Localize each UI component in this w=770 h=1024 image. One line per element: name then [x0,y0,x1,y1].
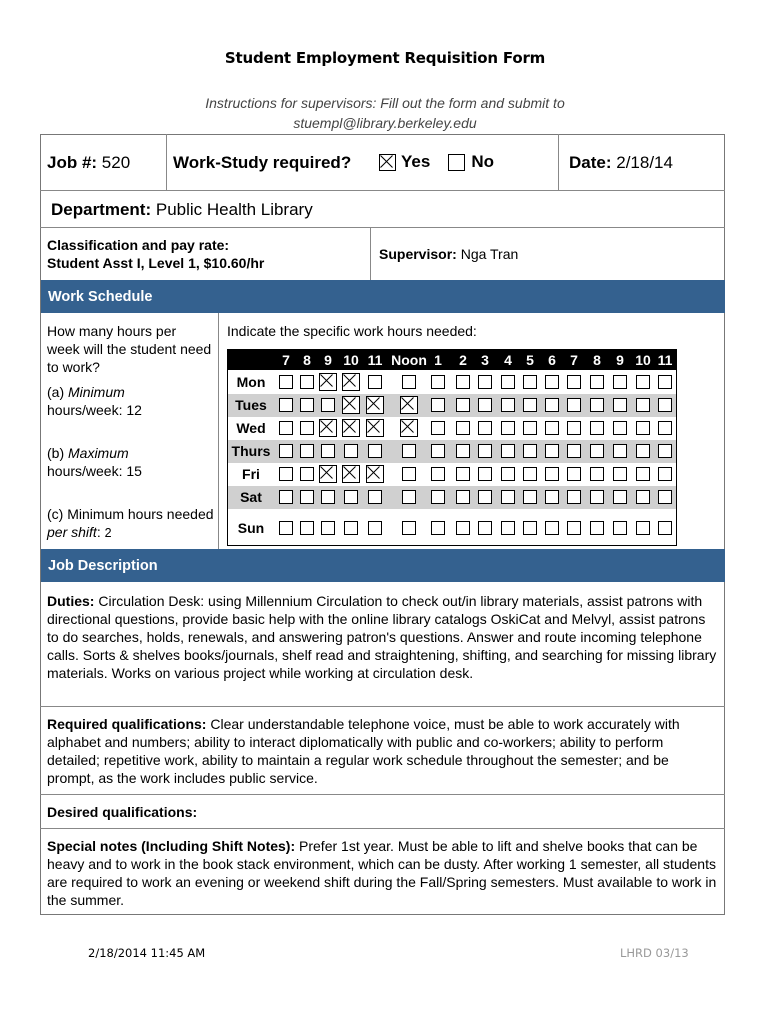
schedule-row-sun [228,513,676,543]
hour-checkbox[interactable] [400,396,418,414]
department-field [51,200,313,220]
supervisor-field [379,245,518,263]
form-title: Student Employment Requisition Form [224,49,546,67]
hour-checkbox[interactable] [567,444,581,458]
hour-checkbox[interactable] [300,398,314,412]
hour-checkbox[interactable] [344,490,358,504]
schedule-row-fri [228,463,676,486]
hour-checkbox[interactable] [279,521,293,535]
hour-checkbox[interactable] [279,467,293,481]
hour-checkbox[interactable] [402,521,416,535]
schedule-row-mon [228,371,676,394]
hour-label: 7 [570,352,578,368]
hour-checkbox[interactable] [636,375,650,389]
no-label: No [471,152,494,171]
hour-checkbox[interactable] [545,398,559,412]
divider [40,706,725,707]
hour-checkbox[interactable] [590,398,604,412]
hour-checkbox[interactable] [545,375,559,389]
hour-checkbox[interactable] [402,467,416,481]
hour-checkbox[interactable] [431,375,445,389]
hour-checkbox[interactable] [402,444,416,458]
supervisor-value[interactable]: Nga Tran [460,246,519,262]
date-field [569,153,673,173]
hour-checkbox[interactable] [501,467,515,481]
work-study-label: Work-Study required? [173,153,352,172]
hour-checkbox[interactable] [658,521,672,535]
hour-checkbox[interactable] [300,490,314,504]
work-schedule-header: Work Schedule [41,280,725,313]
hour-checkbox[interactable] [567,490,581,504]
minimum-value: hours/week: 12 [47,402,142,418]
hour-checkbox[interactable] [400,419,418,437]
hour-label: 2 [459,352,467,368]
hour-checkbox[interactable] [523,398,537,412]
shift-prefix: (c) Minimum hours needed [47,506,214,522]
hour-checkbox[interactable] [636,421,650,435]
hour-checkbox[interactable] [319,373,337,391]
hour-checkbox[interactable] [431,444,445,458]
hour-checkbox[interactable] [613,521,627,535]
hour-checkbox[interactable] [613,421,627,435]
hour-checkbox[interactable] [658,467,672,481]
divider [40,227,725,228]
duties-section[interactable] [47,592,717,682]
hour-checkbox[interactable] [501,490,515,504]
duties-text: Circulation Desk: using Millennium Circulation to check out/in library materials, assist patrons with directional questions, provide basic help with the online library catalogs OskiCat and Melvyl, assist patrons to do searches, holds, renewals, and answering patron's questions. Answer and route incoming telephone calls. Sorts & shelves books/journals, shelf read and straightening, shifting, and searching for missing library materials. Works on various project while working at circulation desk. [47,593,717,681]
hour-label: 11 [367,352,383,368]
hour-checkbox[interactable] [501,375,515,389]
hour-checkbox[interactable] [501,398,515,412]
desired-qualifications-label[interactable]: Desired qualifications: [47,804,198,820]
hour-checkbox[interactable] [456,375,470,389]
duties-label: Duties: [47,593,95,609]
hour-checkbox[interactable] [545,421,559,435]
hour-checkbox[interactable] [590,490,604,504]
hour-checkbox[interactable] [658,421,672,435]
hour-checkbox[interactable] [342,419,360,437]
hour-checkbox[interactable] [456,490,470,504]
minimum-hours[interactable] [47,383,212,419]
hour-checkbox[interactable] [590,375,604,389]
hour-checkbox[interactable] [368,490,382,504]
maximum-italic: Maximum [68,445,129,461]
hour-label: 10 [343,352,359,368]
schedule-row-thurs [228,440,676,463]
hour-checkbox[interactable] [590,421,604,435]
hour-label: 4 [504,352,512,368]
minimum-italic: Minimum [68,384,125,400]
day-label: Wed [236,420,266,436]
special-notes-section[interactable] [47,837,717,909]
hour-checkbox[interactable] [300,375,314,389]
hour-checkbox[interactable] [279,444,293,458]
hour-label: Noon [391,352,427,368]
hour-checkbox[interactable] [523,444,537,458]
hour-checkbox[interactable] [545,490,559,504]
hour-checkbox[interactable] [456,467,470,481]
hour-checkbox[interactable] [342,465,360,483]
hour-checkbox[interactable] [344,521,358,535]
hour-checkbox[interactable] [567,467,581,481]
hour-label: 9 [324,352,332,368]
hour-checkbox[interactable] [300,444,314,458]
footer-timestamp: 2/18/2014 11:45 AM [88,946,206,960]
hour-checkbox[interactable] [366,396,384,414]
hour-checkbox[interactable] [613,467,627,481]
schedule-row-sat [228,486,676,509]
hour-checkbox[interactable] [366,465,384,483]
hour-checkbox[interactable] [431,521,445,535]
job-number-value[interactable]: 520 [101,153,131,172]
hour-checkbox[interactable] [431,490,445,504]
hour-checkbox[interactable] [567,421,581,435]
hour-checkbox[interactable] [636,490,650,504]
hour-checkbox[interactable] [478,490,492,504]
hour-checkbox[interactable] [567,521,581,535]
required-qualifications-section[interactable] [47,715,717,787]
job-number-label: Job #: [47,153,98,172]
hour-checkbox[interactable] [478,421,492,435]
hours-header [228,350,676,370]
hour-label: 5 [526,352,534,368]
hour-checkbox[interactable] [613,444,627,458]
hour-checkbox[interactable] [279,375,293,389]
hour-checkbox[interactable] [545,521,559,535]
hour-checkbox[interactable] [613,375,627,389]
schedule-row-tues [228,394,676,417]
hour-checkbox[interactable] [319,465,337,483]
job-number [47,153,130,173]
day-label: Sun [237,520,265,536]
required-text: Clear understandable telephone voice, must be able to work accurately with alphabet and numbers; ability to interact diplomatically with public and co-workers; ability to perform detailed; repetitive work, ability to maintain a regular work schedule throughout the semester; and be prompt, as the work includes public service. [47,716,680,786]
hour-checkbox[interactable] [342,396,360,414]
maximum-hours[interactable] [47,444,212,480]
hour-checkbox[interactable] [321,490,335,504]
hour-checkbox[interactable] [501,444,515,458]
hour-checkbox[interactable] [478,444,492,458]
hour-checkbox[interactable] [590,467,604,481]
classification-value[interactable]: Student Asst I, Level 1, $10.60/hr [47,255,265,271]
hour-checkbox[interactable] [300,467,314,481]
hour-checkbox[interactable] [590,521,604,535]
footer-form-code: LHRD 03/13 [620,946,689,960]
minimum-prefix: (a) [47,384,68,400]
divider [558,134,559,191]
hour-checkbox[interactable] [523,375,537,389]
hour-checkbox[interactable] [342,373,360,391]
hour-checkbox[interactable] [636,444,650,458]
maximum-prefix: (b) [47,445,68,461]
hour-checkbox[interactable] [501,421,515,435]
special-notes-text: Prefer 1st year. Must be able to lift and shelve books that can be heavy and to work in the book stack environment, which can be dusty. After working 1 semester, all students are required to work an evening or weekend shift during the Fall/Spring semesters. Must available to work in the summer. [47,838,717,908]
hour-checkbox[interactable] [636,521,650,535]
hour-checkbox[interactable] [279,421,293,435]
hour-checkbox[interactable] [431,421,445,435]
hour-checkbox[interactable] [456,521,470,535]
hour-label: 10 [635,352,651,368]
hour-checkbox[interactable] [636,398,650,412]
hour-checkbox[interactable] [300,421,314,435]
schedule-grid [227,349,677,546]
classification-label: Classification and pay rate: [47,237,230,253]
grid-instructions: Indicate the specific work hours needed: [227,323,477,339]
hour-checkbox[interactable] [368,521,382,535]
hour-label: 3 [481,352,489,368]
hours-per-shift[interactable] [47,505,215,542]
divider [218,313,219,549]
date-label: Date: [569,153,612,172]
department-value[interactable]: Public Health Library [155,200,313,219]
divider [370,227,371,280]
hour-checkbox[interactable] [613,490,627,504]
hour-checkbox[interactable] [279,490,293,504]
hour-checkbox[interactable] [478,375,492,389]
yes-label: Yes [401,152,431,171]
hour-checkbox[interactable] [567,398,581,412]
hour-checkbox[interactable] [613,398,627,412]
hour-checkbox[interactable] [545,467,559,481]
hour-checkbox[interactable] [478,467,492,481]
department-label: Department: [51,200,152,219]
shift-italic: per shift [47,524,97,540]
hour-checkbox[interactable] [321,521,335,535]
hour-checkbox[interactable] [456,398,470,412]
required-label: Required qualifications: [47,716,207,732]
special-notes-label: Special notes (Including Shift Notes): [47,838,296,854]
hour-checkbox[interactable] [523,421,537,435]
hour-checkbox[interactable] [368,375,382,389]
hour-checkbox[interactable] [319,419,337,437]
hour-checkbox[interactable] [366,419,384,437]
hour-checkbox[interactable] [478,521,492,535]
hour-checkbox[interactable] [658,375,672,389]
date-value[interactable]: 2/18/14 [616,153,673,172]
hour-checkbox[interactable] [501,521,515,535]
hour-label: 8 [593,352,601,368]
yes-checkbox[interactable] [379,154,396,171]
hour-label: 1 [434,352,442,368]
hour-checkbox[interactable] [279,398,293,412]
job-description-header: Job Description [41,549,725,582]
shift-value: 2 [104,526,112,540]
hour-checkbox[interactable] [368,444,382,458]
hour-checkbox[interactable] [636,467,650,481]
day-label: Mon [236,374,266,390]
no-checkbox[interactable] [448,154,465,171]
instructions-email: stuempl@library.berkeley.edu [293,115,477,131]
divider [40,190,725,191]
hour-checkbox[interactable] [545,444,559,458]
hour-label: 6 [548,352,556,368]
hour-checkbox[interactable] [523,467,537,481]
schedule-row-wed [228,417,676,440]
day-label: Tues [235,397,267,413]
hour-checkbox[interactable] [344,444,358,458]
day-label: Thurs [231,443,271,459]
hour-checkbox[interactable] [300,521,314,535]
hour-checkbox[interactable] [478,398,492,412]
hour-label: 8 [303,352,311,368]
hour-label: 11 [657,352,673,368]
hour-label: 9 [616,352,624,368]
supervisor-label: Supervisor: [379,246,457,262]
hour-checkbox[interactable] [456,421,470,435]
hour-checkbox[interactable] [431,467,445,481]
hour-checkbox[interactable] [523,490,537,504]
hour-checkbox[interactable] [658,490,672,504]
hour-checkbox[interactable] [431,398,445,412]
hour-checkbox[interactable] [321,444,335,458]
hour-checkbox[interactable] [658,398,672,412]
hour-checkbox[interactable] [321,398,335,412]
hour-checkbox[interactable] [590,444,604,458]
hour-checkbox[interactable] [523,521,537,535]
day-label: Fri [242,466,260,482]
divider [40,794,725,795]
maximum-value: hours/week: 15 [47,463,142,479]
hour-checkbox[interactable] [402,490,416,504]
hours-question: How many hours per week will the student need to work? [47,323,212,375]
divider [166,134,167,191]
day-label: Sat [240,489,262,505]
shift-suffix: : [96,524,101,540]
hour-checkbox[interactable] [658,444,672,458]
hour-checkbox[interactable] [402,375,416,389]
hour-checkbox[interactable] [456,444,470,458]
divider [40,828,725,829]
hour-checkbox[interactable] [567,375,581,389]
instructions-line-1: Instructions for supervisors: Fill out the form and submit to [205,95,565,111]
hour-label: 7 [282,352,290,368]
